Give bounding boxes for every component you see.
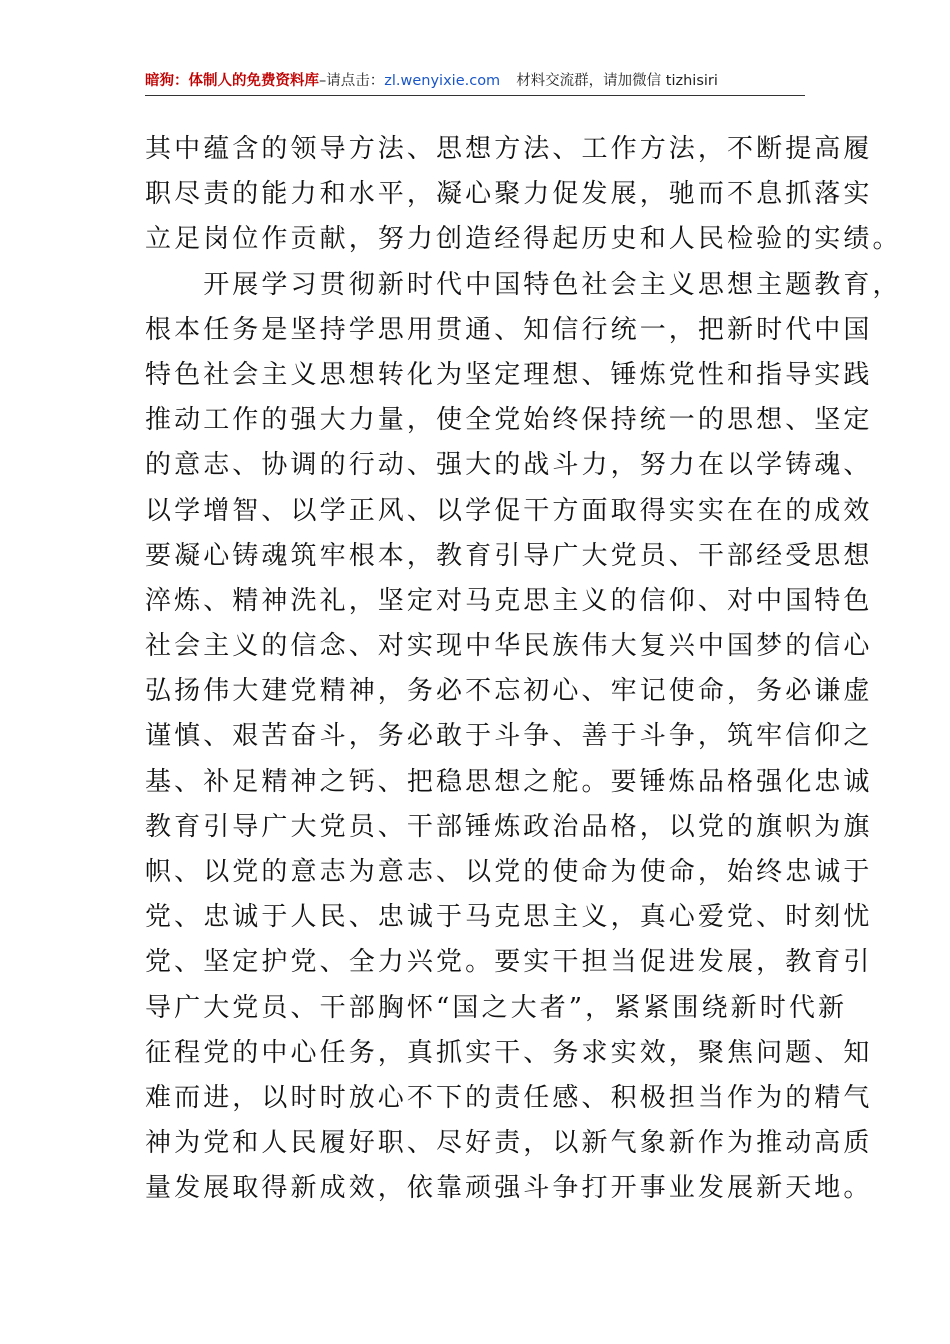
text-line: 基、补足精神之钙、把稳思想之舵。要锤炼品格强化忠诚 [145,766,873,797]
text-line: 帜、以党的意志为意志、以党的使命为使命，始终忠诚于 [145,857,873,887]
text-line: 推动工作的强大力量，使全党始终保持统一的思想、坚定 [145,405,873,436]
text-line: 神为党和人民履好职、尽好责，以新气象新作为推动高质 [145,1128,873,1159]
text-line: 党、坚定护党、全力兴党。要实干担当促进发展，教育引 [145,947,873,978]
text-line: 立足岗位作贡献，努力创造经得起历史和人民检验的实绩。 [145,224,902,255]
text-line: 职尽责的能力和水平，凝心聚力促发展，驰而不息抓落实 [145,179,873,210]
page-header [145,68,805,94]
text-line: 的意志、协调的行动、强大的战斗力，努力在以学铸魂、 [145,450,873,481]
text-line: 要凝心铸魂筑牢根本，教育引导广大党员、干部经受思想 [145,540,873,571]
text-line: 教育引导广大党员、干部锤炼政治品格，以党的旗帜为旗 [145,811,873,842]
header-separator: –请点击： [319,73,385,89]
text-line: 党、忠诚于人民、忠诚于马克思主义，真心爱党、时刻忧 [145,902,873,933]
text-line: 其中蕴含的领导方法、思想方法、工作方法，不断提高履 [145,134,873,164]
header-divider [145,95,805,96]
text-line: 根本任务是坚持学思用贯通、知信行统一，把新时代中国 [145,314,873,345]
header-brand: 暗狗：体制人的免费资料库 [145,73,319,89]
header-link[interactable]: zl.wenyixie.com [384,73,501,89]
text-line: 开展学习贯彻新时代中国特色社会主义思想主题教育， [145,269,902,300]
text-line: 难而进，以时时放心不下的责任感、积极担当作为的精气 [145,1082,873,1113]
text-line: 淬炼、精神洗礼，坚定对马克思主义的信仰、对中国特色 [145,585,873,616]
text-line: 谨慎、艰苦奋斗，务必敢于斗争、善于斗争，筑牢信仰之 [145,721,873,752]
header-note: 材料交流群，请加微信 tizhisiri [516,73,718,89]
document-body [145,127,902,1212]
text-line: 特色社会主义思想转化为坚定理想、锤炼党性和指导实践 [145,359,873,390]
text-line: 以学增智、以学正风、以学促干方面取得实实在在的成效 [145,495,873,526]
text-line: 量发展取得新成效，依靠顽强斗争打开事业发展新天地。 [145,1173,873,1204]
text-line: 社会主义的信念、对实现中华民族伟大复兴中国梦的信心 [145,631,873,662]
text-line: 导广大党员、干部胸怀“国之大者”，紧紧围绕新时代新 [145,992,848,1023]
text-line: 征程党的中心任务，真抓实干、务求实效，聚焦问题、知 [145,1037,873,1068]
text-line: 弘扬伟大建党精神，务必不忘初心、牢记使命，务必谦虚 [145,676,873,707]
